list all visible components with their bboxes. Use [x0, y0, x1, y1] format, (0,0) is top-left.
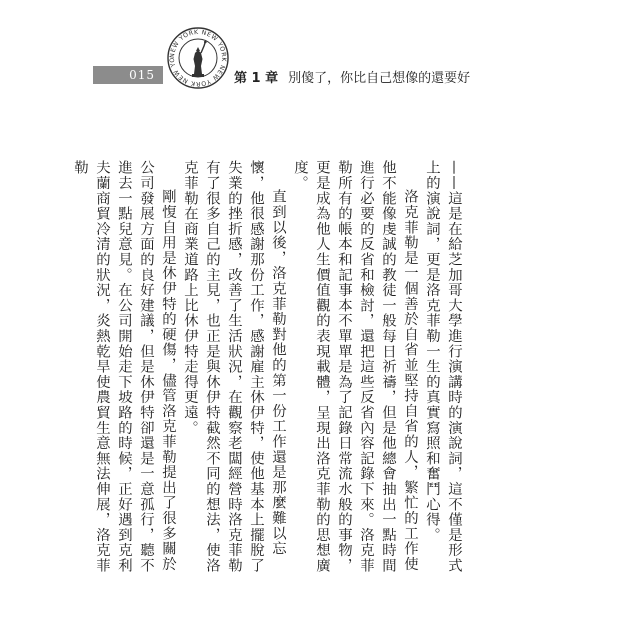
- paragraph-quote: ——這是在給芝加哥大學進行演講時的演說詞，這不僅是形式上的演說詞，更是洛克菲勒一生的真實寫照和奮鬥心得。: [424, 160, 462, 574]
- page-number: 015: [129, 68, 155, 82]
- page-number-tab: [93, 66, 163, 84]
- svg-text:NEW YORK NEW YORK NEW YORK NEW: NEW YORK NEW YORK NEW YORK NEW YO: [168, 28, 228, 88]
- paragraph: 洛克菲勒是一個善於自省並堅持自省的人，繁忙的工作使他不能像虔誠的教徒一般每日祈禱，但是他總會抽出一點時間進行必要的反省和檢討，還把這些反省內容記錄下來。洛克菲勒所有的帳本和記事本不單單是為了記錄日常流水般的事物，更是成為他人生價值觀的表現載體，呈現出洛克菲勒的思想廣度。: [292, 160, 418, 574]
- statue-of-liberty-stamp-icon: [166, 26, 230, 90]
- vertical-body-text: [72, 160, 465, 580]
- paragraph: 直到以後，洛克菲勒對他的第一份工作還是那麼難以忘懷，他很感謝那份工作，感謝雇主休伊特，使他基本上擺脫了失業的挫折感，改善了生活狀況，在觀察老闆經營時洛克菲勒有了很多自己的主見，也正是與休伊特截然不同的想法，使洛克菲勒在商業道路上比休伊特走得更遠。: [182, 160, 286, 574]
- chapter-header: [234, 67, 470, 86]
- paragraph: 剛愎自用是休伊特的硬傷，儘管洛克菲勒提出了很多關於公司發展方面的良好建議，但是休伊特卻還是一意孤行，聽不進去一點兒意見。在公司開始走下坡路的時候，正好遇到克利夫蘭商貿冷清的狀況，炎熱乾旱使農貿生意無法伸展，洛克菲勒: [72, 160, 176, 574]
- chapter-title: 別傻了，你比自己想像的還要好: [288, 71, 471, 86]
- chapter-number: 第 1 章: [234, 71, 279, 86]
